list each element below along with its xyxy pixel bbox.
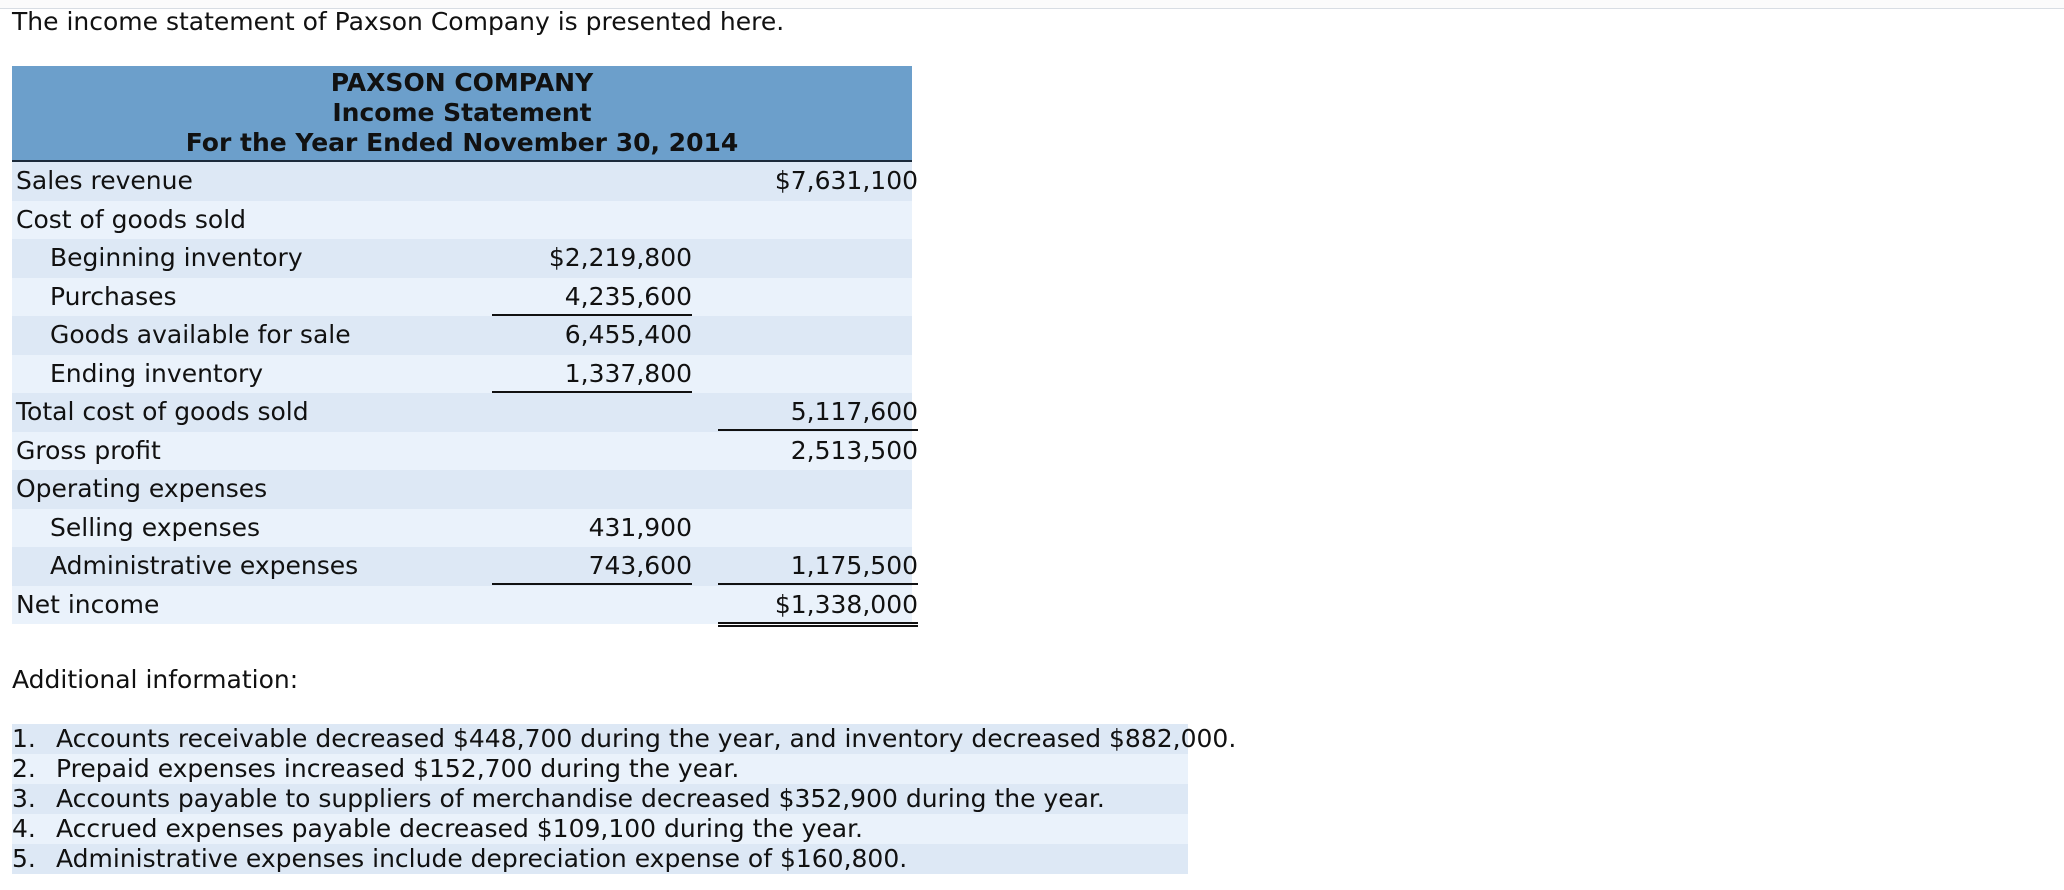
table-row (12, 470, 912, 509)
row-label: Selling expenses (50, 512, 261, 542)
row-label: Cost of goods sold (16, 204, 247, 234)
table-row (12, 316, 912, 355)
row-label: Net income (16, 589, 160, 619)
row-amount: $2,219,800 (548, 243, 692, 272)
table-row (12, 547, 918, 586)
additional-info-heading: Additional information: (12, 665, 299, 694)
intro-text: The income statement of Paxson Company is presented here. (12, 7, 785, 36)
row-amount: 743,600 (492, 547, 692, 585)
table-row (12, 509, 912, 548)
income-statement-table (12, 66, 918, 624)
list-item (12, 814, 1188, 844)
row-total: 5,117,600 (718, 393, 918, 431)
item-text: Accounts receivable decreased $448,700 during the year, and inventory decreased $882,000. (56, 724, 1237, 753)
item-number: 5. (12, 844, 36, 873)
item-number: 4. (12, 814, 36, 843)
item-text: Prepaid expenses increased $152,700 during the year. (56, 754, 740, 783)
row-label: Goods available for sale (50, 320, 351, 349)
row-total: $7,631,100 (774, 166, 918, 195)
statement-header (12, 66, 912, 162)
item-number: 2. (12, 754, 36, 783)
list-item (12, 754, 1188, 784)
row-amount: 1,337,800 (492, 355, 692, 393)
table-row (12, 393, 918, 432)
statement-period: For the Year Ended November 30, 2014 (185, 128, 739, 157)
table-row (12, 239, 912, 278)
item-text: Accrued expenses payable decreased $109,100 during the year. (56, 814, 864, 843)
list-item (12, 844, 1188, 874)
table-row (12, 432, 918, 471)
item-number: 1. (12, 724, 36, 753)
row-label: Ending inventory (50, 358, 264, 388)
row-label: Administrative expenses (50, 551, 359, 580)
row-amount: 4,235,600 (492, 278, 692, 316)
row-total: 1,175,500 (718, 547, 918, 585)
company-name: PAXSON COMPANY (330, 68, 594, 97)
item-text: Accounts payable to suppliers of merchandise decreased $352,900 during the year. (56, 784, 1105, 813)
table-row (12, 278, 912, 317)
net-income-total: $1,338,000 (718, 586, 918, 627)
row-label: Gross profit (16, 435, 161, 465)
additional-info-list (12, 724, 1237, 874)
row-label: Beginning inventory (50, 243, 303, 272)
row-label: Total cost of goods sold (16, 397, 309, 426)
item-number: 3. (12, 784, 36, 813)
table-row (12, 162, 918, 201)
row-total: 2,513,500 (790, 435, 918, 465)
item-text: Administrative expenses include depreciation expense of $160,800. (56, 844, 908, 873)
row-label: Sales revenue (16, 166, 193, 195)
row-label: Operating expenses (16, 474, 268, 503)
statement-title: Income Statement (332, 98, 592, 127)
list-item (12, 724, 1237, 754)
row-amount: 6,455,400 (564, 320, 692, 349)
row-amount: 431,900 (588, 512, 692, 542)
row-label: Purchases (50, 281, 177, 311)
table-row (12, 355, 912, 394)
list-item (12, 784, 1188, 814)
table-row (12, 586, 918, 625)
table-row (12, 201, 912, 240)
